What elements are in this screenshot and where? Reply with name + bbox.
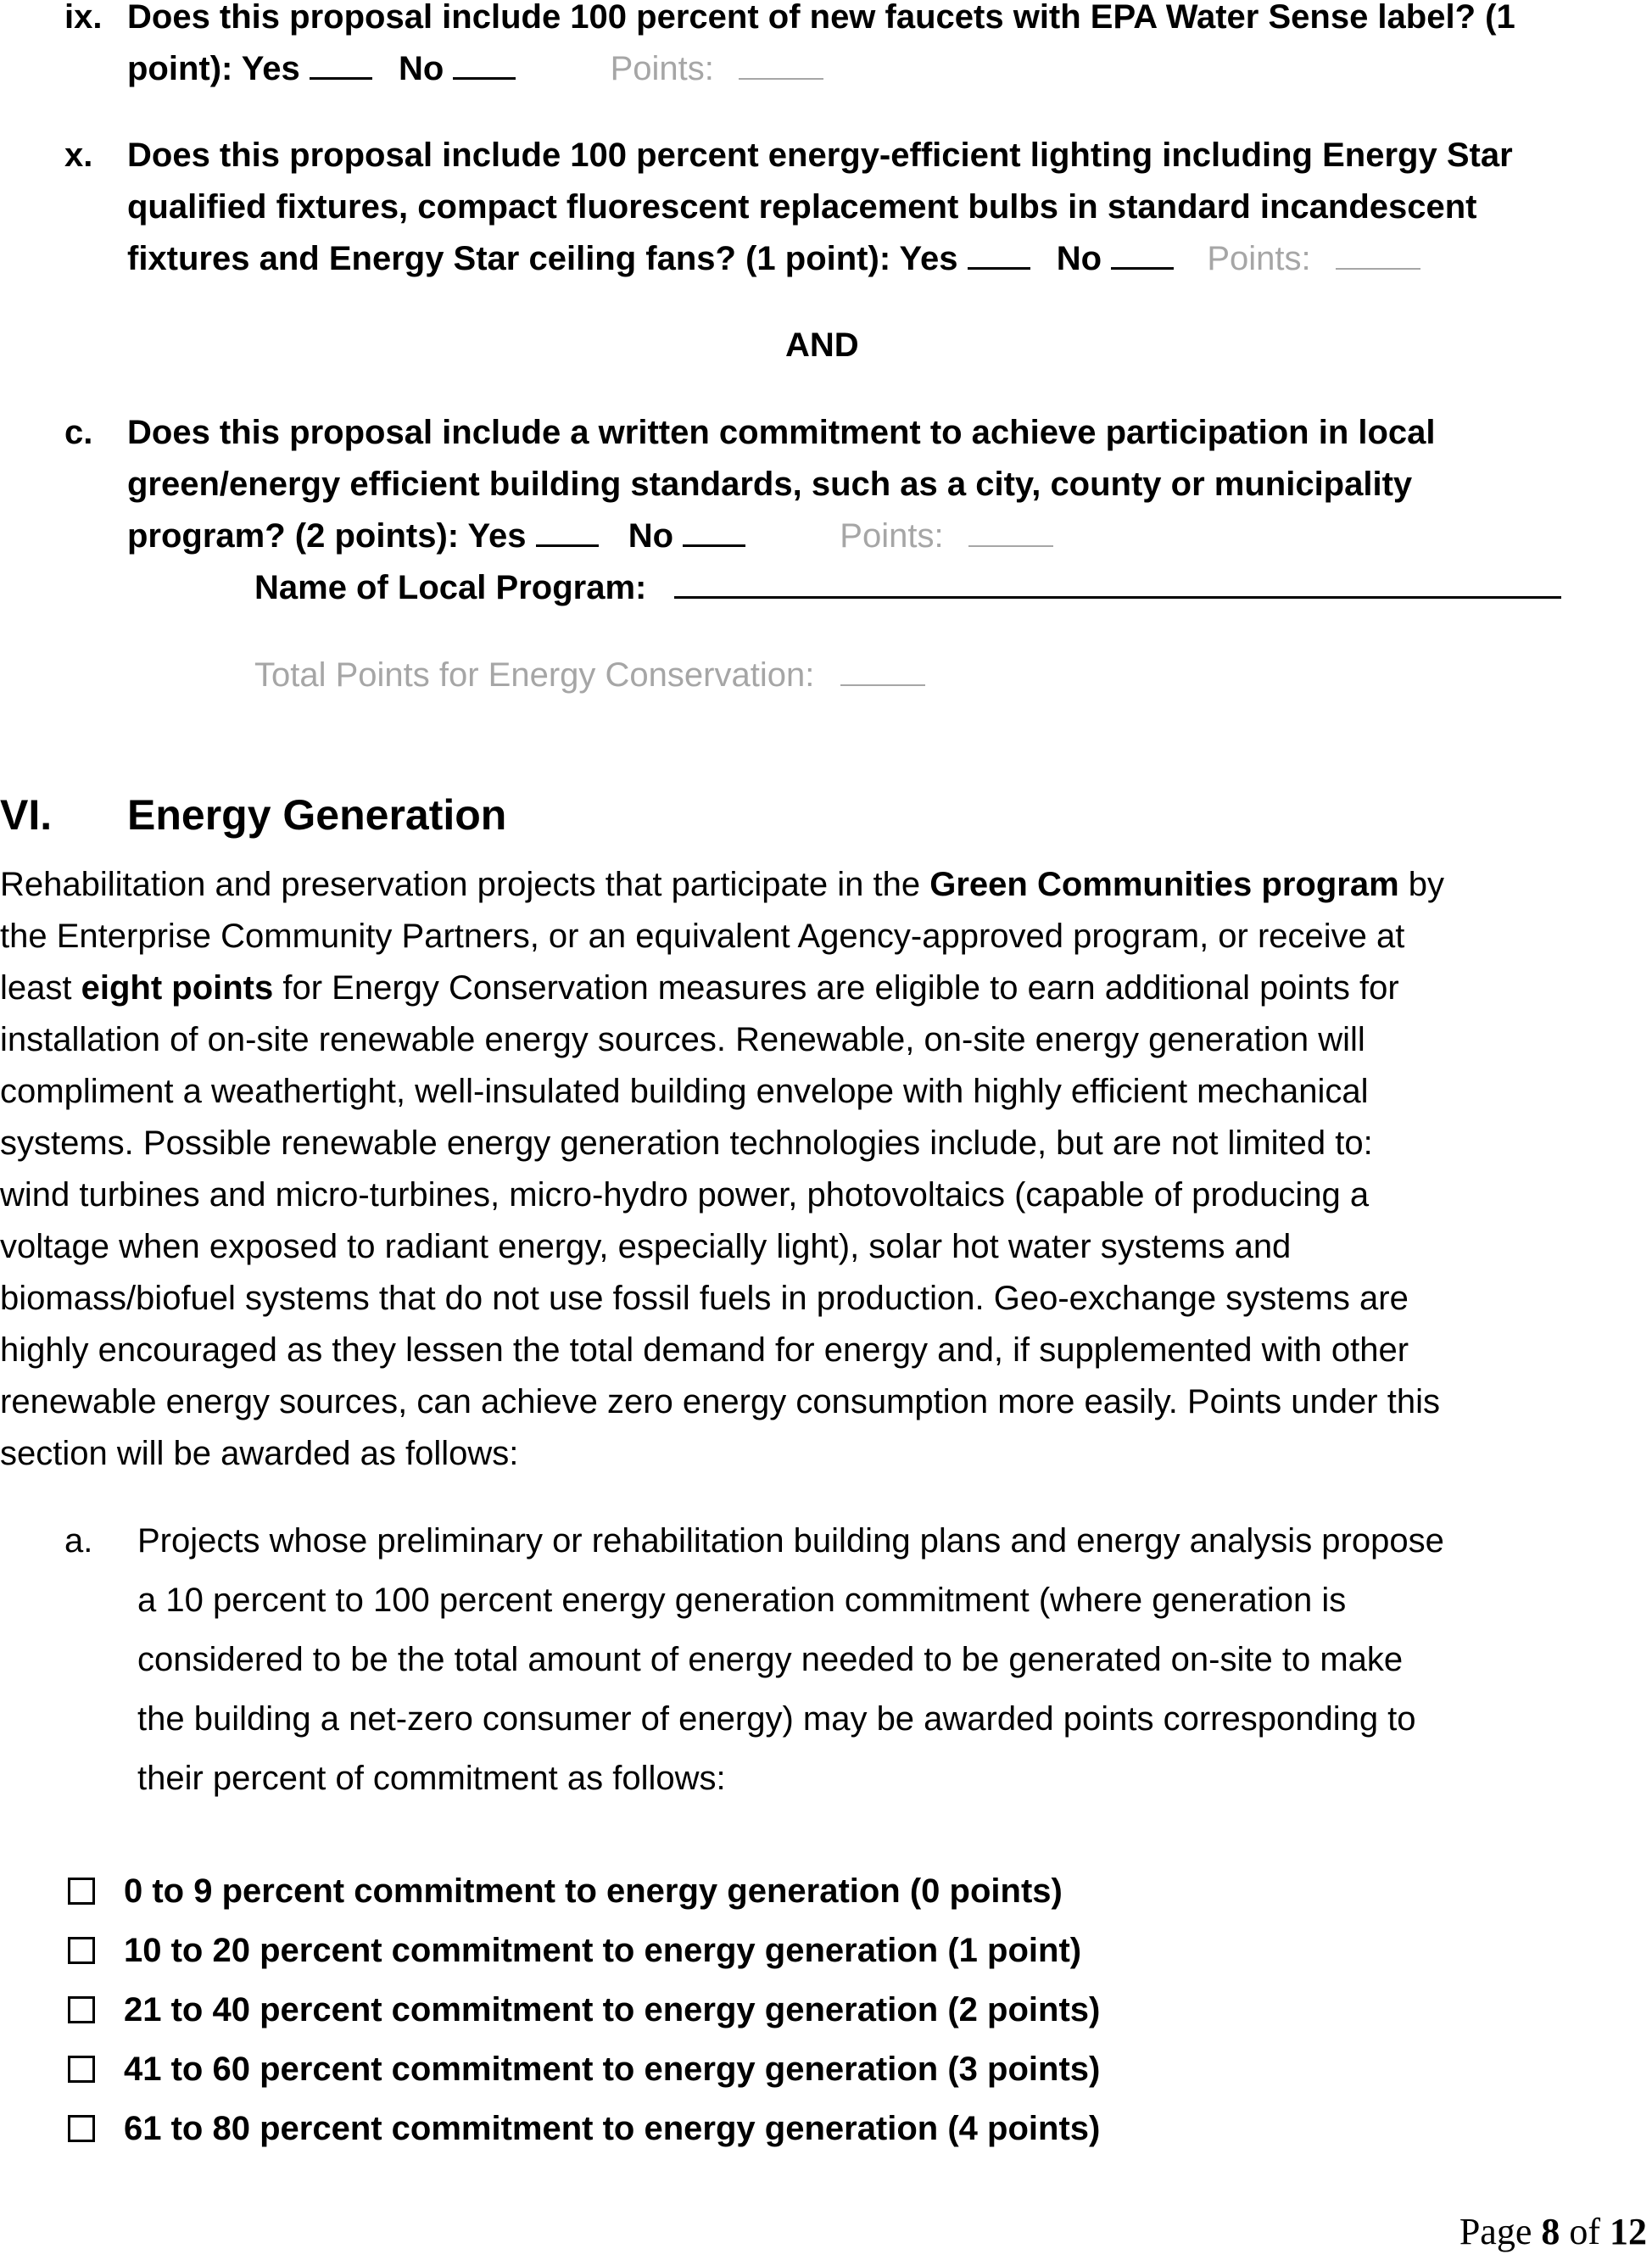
page-total: 12: [1610, 2211, 1647, 2252]
paragraph-line: systems. Possible renewable energy generation technologies include, but are not limited to:: [0, 1124, 1373, 1162]
question-text: Does this proposal include 100 percent energy-efficient lighting including Energy Star: [127, 137, 1513, 174]
checkbox[interactable]: [68, 1878, 95, 1905]
points-blank[interactable]: [968, 520, 1053, 547]
option-label: 0 to 9 percent commitment to energy generation (0 points): [124, 1872, 1063, 1910]
no-label: No: [1056, 240, 1102, 277]
points-label: Points:: [840, 517, 944, 555]
paragraph-line: [0, 963, 1444, 1014]
item-a-line: the building a net-zero consumer of energy) may be awarded points corresponding to: [137, 1700, 1416, 1738]
option-label: 41 to 60 percent commitment to energy generation (3 points): [124, 2051, 1101, 2088]
no-label: No: [398, 50, 444, 87]
question-text: point): Yes: [127, 50, 300, 87]
local-program-label: Name of Local Program:: [254, 569, 647, 606]
option-label: 10 to 20 percent commitment to energy generation (1 point): [124, 1932, 1082, 1969]
item-a-line: their percent of commitment as follows:: [137, 1760, 726, 1797]
no-blank[interactable]: [683, 517, 745, 547]
points-blank[interactable]: [1336, 243, 1420, 270]
item-a-line: a 10 percent to 100 percent energy generation commitment (where generation is: [137, 1582, 1347, 1619]
page-current: 8: [1541, 2211, 1560, 2252]
local-program-line: [254, 562, 1561, 614]
yes-blank[interactable]: [310, 50, 372, 80]
question-answer-line: [127, 233, 1420, 285]
question-text: green/energy efficient building standards, such as a city, county or municipality: [127, 466, 1413, 503]
question-answer-line: [127, 511, 1053, 562]
local-program-blank[interactable]: [674, 569, 1561, 599]
total-points-blank[interactable]: [840, 659, 925, 686]
paragraph-line: installation of on-site renewable energy sources. Renewable, on-site energy generation will: [0, 1021, 1365, 1058]
text-run-bold: eight points: [81, 969, 274, 1007]
item-a-line: Projects whose preliminary or rehabilitation building plans and energy analysis propose: [137, 1522, 1444, 1560]
paragraph-line: [0, 859, 1444, 911]
question-text: Does this proposal include 100 percent of new faucets with EPA Water Sense label? (1: [127, 0, 1515, 36]
no-label: No: [628, 517, 674, 555]
page-prefix: Page: [1459, 2211, 1542, 2252]
option-label: 61 to 80 percent commitment to energy generation (4 points): [124, 2110, 1101, 2147]
no-blank[interactable]: [1111, 240, 1174, 270]
text-run-bold: Green Communities program: [929, 866, 1399, 903]
text-run: Rehabilitation and preservation projects that participate in the: [0, 866, 930, 903]
checkbox[interactable]: [68, 1996, 95, 2023]
item-a-text: [137, 1511, 1444, 1808]
checkbox[interactable]: [68, 1937, 95, 1964]
and-label: AND: [785, 326, 859, 364]
section-number: VI.: [0, 791, 53, 839]
checkbox[interactable]: [68, 2115, 95, 2142]
question-text: program? (2 points): Yes: [127, 517, 527, 555]
option-row: [68, 2107, 1100, 2150]
paragraph-line: voltage when exposed to radiant energy, especially light), solar hot water systems and: [0, 1228, 1292, 1265]
text-run: by: [1398, 866, 1445, 903]
question-number: ix.: [64, 0, 103, 36]
question-number: c.: [64, 414, 93, 451]
question-answer-line: [127, 43, 823, 95]
question-text: qualified fixtures, compact fluorescent replacement bulbs in standard incandescent: [127, 188, 1477, 226]
checkbox[interactable]: [68, 2056, 95, 2083]
page-number: [1459, 2210, 1647, 2253]
paragraph-line: the Enterprise Community Partners, or an equivalent Agency-approved program, or receive at: [0, 918, 1405, 955]
option-row: [68, 2048, 1100, 2090]
paragraph-line: compliment a weathertight, well-insulated building envelope with highly efficient mechanical: [0, 1073, 1369, 1110]
points-blank[interactable]: [739, 53, 823, 80]
question-text: Does this proposal include a written commitment to achieve participation in local: [127, 414, 1436, 451]
option-row: [68, 1989, 1100, 2031]
item-a-letter: a.: [64, 1522, 93, 1560]
no-blank[interactable]: [453, 50, 516, 80]
text-run: least: [0, 969, 81, 1007]
points-label: Points:: [610, 50, 714, 87]
question-number: x.: [64, 137, 93, 174]
option-label: 21 to 40 percent commitment to energy generation (2 points): [124, 1991, 1101, 2028]
text-run: for Energy Conservation measures are eligible to earn additional points for: [273, 969, 1399, 1007]
points-label: Points:: [1207, 240, 1311, 277]
yes-blank[interactable]: [536, 517, 599, 547]
paragraph-line: section will be awarded as follows:: [0, 1435, 519, 1472]
question-text: fixtures and Energy Star ceiling fans? (1 point): Yes: [127, 240, 958, 277]
total-points-line: [254, 650, 925, 701]
section-title: Energy Generation: [127, 791, 507, 839]
paragraph-line: biomass/biofuel systems that do not use fossil fuels in production. Geo-exchange systems are: [0, 1280, 1409, 1317]
yes-blank[interactable]: [968, 240, 1030, 270]
paragraph-line: wind turbines and micro-turbines, micro-hydro power, photovoltaics (capable of producing a: [0, 1176, 1370, 1214]
option-row: [68, 1929, 1081, 1972]
option-row: [68, 1870, 1063, 1912]
section-paragraph: [0, 859, 1444, 1480]
total-points-label: Total Points for Energy Conservation:: [254, 656, 815, 694]
item-a-line: considered to be the total amount of energy needed to be generated on-site to make: [137, 1641, 1404, 1678]
paragraph-line: renewable energy sources, can achieve zero energy consumption more easily. Points under this: [0, 1383, 1440, 1420]
page-middle: of: [1560, 2211, 1610, 2252]
paragraph-line: highly encouraged as they lessen the total demand for energy and, if supplemented with other: [0, 1331, 1409, 1369]
